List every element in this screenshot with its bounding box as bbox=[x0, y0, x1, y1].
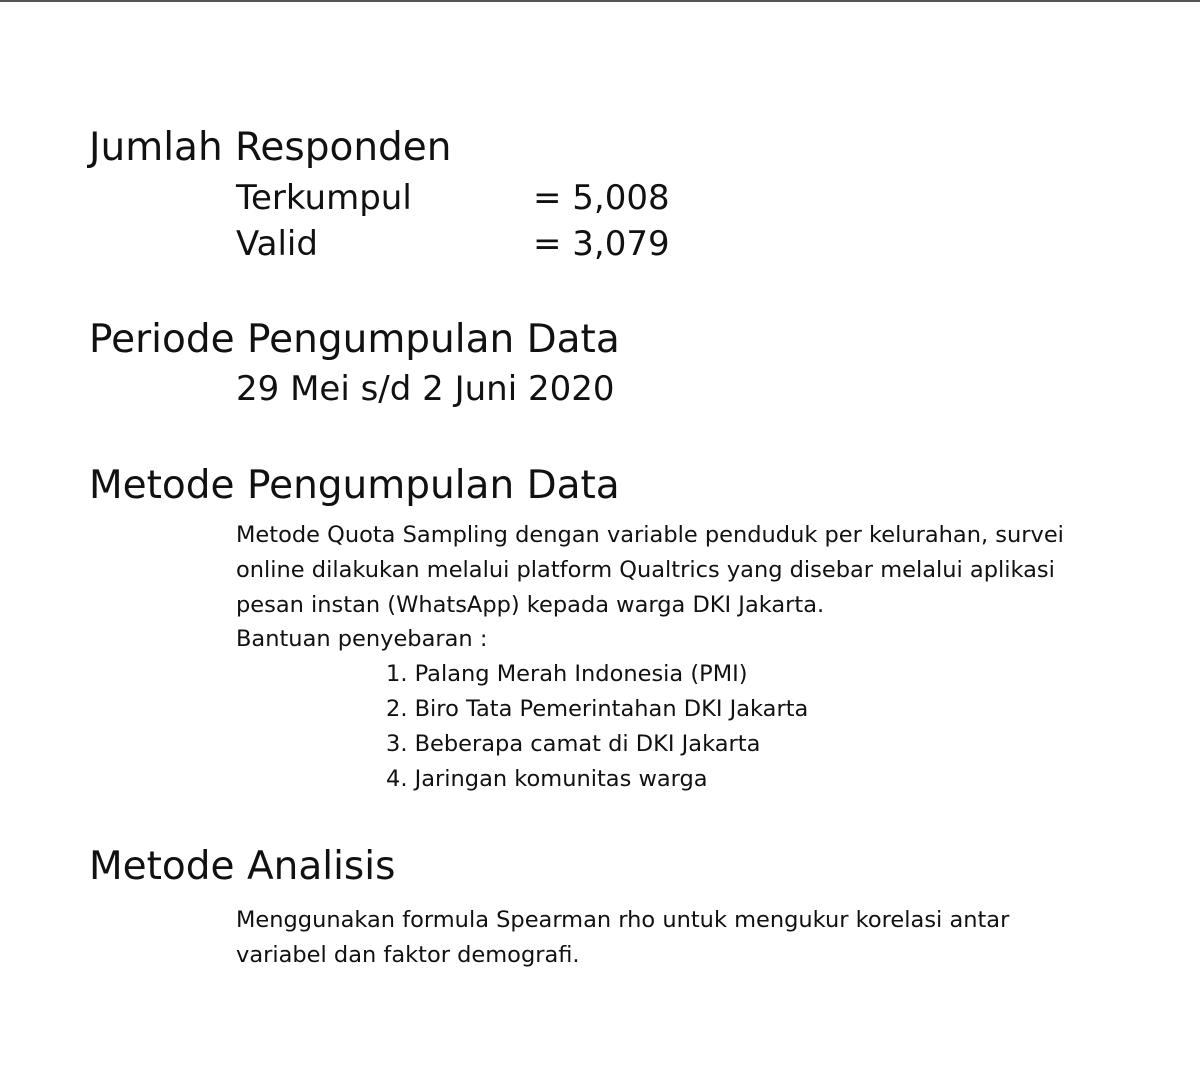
list-item: 1. Palang Merah Indonesia (PMI) bbox=[386, 661, 748, 687]
value-valid: = 3,079 bbox=[533, 224, 670, 264]
heading-metode-analisis: Metode Analisis bbox=[89, 844, 396, 889]
analisis-line-2: variabel dan faktor demografi. bbox=[236, 942, 580, 968]
metode-line-1: Metode Quota Sampling dengan variable penduduk per kelurahan, survei bbox=[236, 522, 1064, 548]
label-valid: Valid bbox=[236, 224, 318, 264]
heading-periode-pengumpulan: Periode Pengumpulan Data bbox=[89, 317, 620, 362]
label-terkumpul: Terkumpul bbox=[236, 178, 412, 218]
top-border-line bbox=[0, 0, 1200, 2]
heading-jumlah-responden: Jumlah Responden bbox=[89, 125, 452, 170]
metode-line-2: online dilakukan melalui platform Qualtrics yang disebar melalui aplikasi bbox=[236, 557, 1055, 583]
list-item: 2. Biro Tata Pemerintahan DKI Jakarta bbox=[386, 696, 809, 722]
bantuan-list bbox=[386, 657, 808, 797]
bantuan-label: Bantuan penyebaran : bbox=[236, 626, 488, 652]
analisis-line-1: Menggunakan formula Spearman rho untuk mengukur korelasi antar bbox=[236, 907, 1010, 933]
list-item: 3. Beberapa camat di DKI Jakarta bbox=[386, 731, 761, 757]
metode-line-3: pesan instan (WhatsApp) kepada warga DKI Jakarta. bbox=[236, 592, 825, 618]
list-item: 4. Jaringan komunitas warga bbox=[386, 766, 708, 792]
periode-value: 29 Mei s/d 2 Juni 2020 bbox=[236, 369, 615, 409]
heading-metode-pengumpulan: Metode Pengumpulan Data bbox=[89, 463, 620, 508]
value-terkumpul: = 5,008 bbox=[533, 178, 670, 218]
